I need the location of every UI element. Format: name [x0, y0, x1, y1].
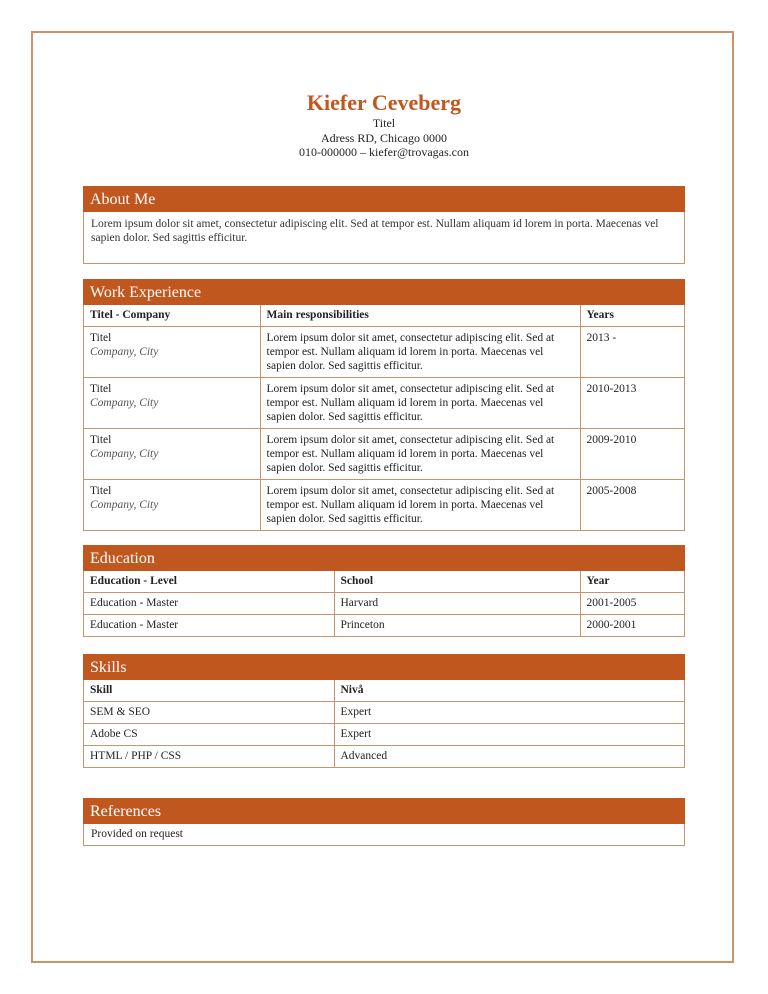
job-company: Company, City	[90, 448, 159, 460]
work-years-cell: 2009-2010	[580, 429, 684, 480]
job-title: Titel	[90, 383, 112, 395]
skills-col-level: Nivå	[334, 680, 684, 702]
skill-name-cell: Adobe CS	[84, 724, 334, 746]
table-row	[84, 378, 684, 429]
work-resp-cell: Lorem ipsum dolor sit amet, consectetur adipiscing elit. Sed at tempor est. Nullam aliquam id lorem in porta. Maecenas vel sapien dolor. Sed sagittis efficitur.	[260, 327, 580, 378]
references-section	[83, 798, 685, 846]
education-table	[84, 571, 684, 636]
work-col-resp: Main responsibilities	[260, 305, 580, 327]
edu-school-cell: Princeton	[334, 615, 580, 637]
edu-col-level: Education - Level	[84, 571, 334, 593]
edu-year-cell: 2001-2005	[580, 593, 684, 615]
skill-level-cell: Expert	[334, 702, 684, 724]
skills-section	[83, 654, 685, 768]
edu-level-cell: Education - Master	[84, 593, 334, 615]
edu-level-cell: Education - Master	[84, 615, 334, 637]
work-years-cell: 2013 -	[580, 327, 684, 378]
table-row	[84, 724, 684, 746]
edu-col-school: School	[334, 571, 580, 593]
work-table	[84, 305, 684, 530]
skill-level-cell: Advanced	[334, 746, 684, 768]
work-col-title: Titel - Company	[84, 305, 260, 327]
work-resp-cell: Lorem ipsum dolor sit amet, consectetur adipiscing elit. Sed at tempor est. Nullam aliquam id lorem in porta. Maecenas vel sapien dolor. Sed sagittis efficitur.	[260, 378, 580, 429]
edu-school-cell: Harvard	[334, 593, 580, 615]
table-row	[84, 746, 684, 768]
work-resp-cell: Lorem ipsum dolor sit amet, consectetur adipiscing elit. Sed at tempor est. Nullam aliquam id lorem in porta. Maecenas vel sapien dolor. Sed sagittis efficitur.	[260, 429, 580, 480]
person-name: Kiefer Ceveberg	[306, 90, 462, 115]
about-section	[83, 186, 685, 264]
about-text: Lorem ipsum dolor sit amet, consectetur adipiscing elit. Sed at tempor est. Nullam aliquam id lorem in porta. Maecenas vel sapien dolor. Sed sagittis efficitur.	[91, 218, 659, 244]
job-company: Company, City	[90, 346, 159, 358]
skill-name-cell: SEM & SEO	[84, 702, 334, 724]
table-row	[84, 327, 684, 378]
edu-col-year: Year	[580, 571, 684, 593]
work-title-cell	[84, 327, 260, 378]
education-header-row	[84, 571, 684, 593]
skills-header-row	[84, 680, 684, 702]
person-address: Adress RD, Chicago 0000	[321, 130, 447, 145]
person-contact: 010-000000 – kiefer@trovagas.con	[298, 145, 469, 159]
work-years-cell: 2005-2008	[580, 480, 684, 531]
work-section	[83, 279, 685, 531]
table-row	[84, 429, 684, 480]
job-title: Titel	[90, 485, 112, 497]
table-row	[84, 702, 684, 724]
work-col-years: Years	[580, 305, 684, 327]
work-title-cell	[84, 429, 260, 480]
work-resp-cell: Lorem ipsum dolor sit amet, consectetur adipiscing elit. Sed at tempor est. Nullam aliquam id lorem in porta. Maecenas vel sapien dolor. Sed sagittis efficitur.	[260, 480, 580, 531]
skills-col-skill: Skill	[84, 680, 334, 702]
education-section	[83, 545, 685, 637]
resume-header	[0, 90, 768, 160]
job-company: Company, City	[90, 397, 159, 409]
work-header-row	[84, 305, 684, 327]
about-heading: About Me	[83, 186, 685, 212]
skills-table	[84, 680, 684, 767]
edu-year-cell: 2000-2001	[580, 615, 684, 637]
table-row	[84, 615, 684, 637]
skills-heading: Skills	[83, 654, 685, 680]
references-text: Provided on request	[91, 828, 183, 840]
table-row	[84, 593, 684, 615]
job-title: Titel	[90, 434, 112, 446]
work-title-cell	[84, 378, 260, 429]
work-years-cell: 2010-2013	[580, 378, 684, 429]
job-company: Company, City	[90, 499, 159, 511]
skill-name-cell: HTML / PHP / CSS	[84, 746, 334, 768]
job-title: Titel	[90, 332, 112, 344]
education-heading: Education	[83, 545, 685, 571]
references-heading: References	[83, 798, 685, 824]
skill-level-cell: Expert	[334, 724, 684, 746]
person-title: Titel	[372, 116, 396, 130]
work-heading: Work Experience	[83, 279, 685, 305]
work-title-cell	[84, 480, 260, 531]
table-row	[84, 480, 684, 531]
